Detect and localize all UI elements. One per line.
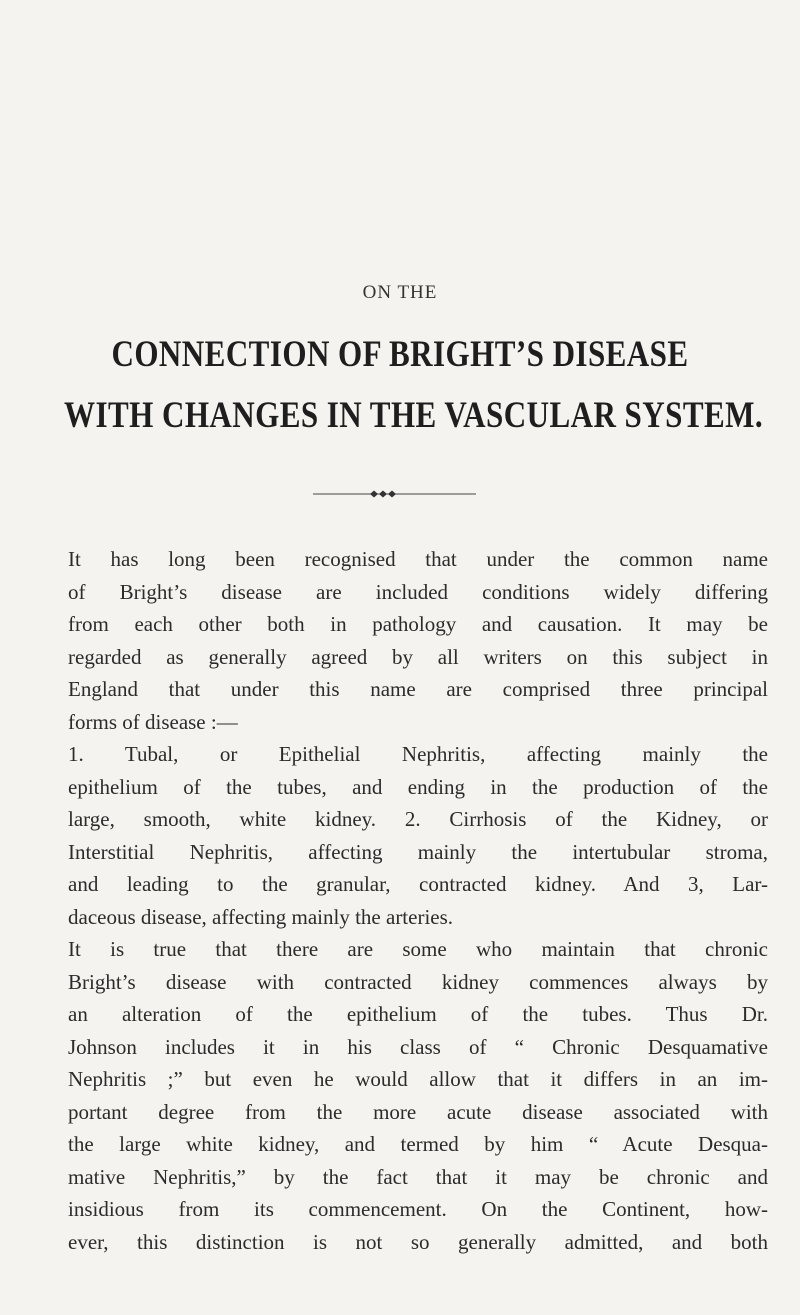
body-line: an alteration of the epithelium of the tubes. Thus Dr. bbox=[68, 1002, 768, 1026]
body-line: the large white kidney, and termed by him “ Acute Desqua- bbox=[68, 1132, 768, 1156]
body-line: It has long been recognised that under the common name bbox=[68, 547, 768, 571]
body-line: regarded as generally agreed by all writers on this subject in bbox=[68, 644, 768, 669]
body-line: 1. Tubal, or Epithelial Nephritis, affecting mainly the bbox=[68, 742, 768, 766]
body-line: forms of disease :— bbox=[68, 709, 238, 734]
body-line: It is true that there are some who maintain that chronic bbox=[68, 937, 768, 961]
title-line-2: WITH CHANGES IN THE VASCULAR SYSTEM. bbox=[64, 395, 764, 436]
body-line: Bright’s disease with contracted kidney commences always by bbox=[68, 969, 768, 994]
heading-kicker: ON THE bbox=[362, 282, 438, 303]
body-line: portant degree from the more acute disease associated with bbox=[68, 1099, 768, 1124]
body-line: from each other both in pathology and causation. It may be bbox=[68, 612, 768, 636]
body-line: insidious from its commencement. On the Continent, how- bbox=[68, 1197, 768, 1221]
body-line: large, smooth, white kidney. 2. Cirrhosis of the Kidney, or bbox=[68, 807, 768, 831]
body-text bbox=[68, 543, 768, 1258]
title-line-1: CONNECTION OF BRIGHT’S DISEASE bbox=[111, 334, 689, 375]
body-line: Interstitial Nephritis, affecting mainly the intertubular stroma, bbox=[68, 839, 768, 864]
body-line: ever, this distinction is not so generally admitted, and both bbox=[68, 1229, 768, 1254]
body-line: England that under this name are comprised three principal bbox=[68, 677, 768, 701]
body-line: Johnson includes it in his class of “ Chronic Desquamative bbox=[68, 1034, 768, 1059]
body-line: mative Nephritis,” by the fact that it may be chronic and bbox=[68, 1164, 768, 1189]
section-divider-ornament bbox=[313, 489, 476, 499]
body-line: and leading to the granular, contracted kidney. And 3, Lar- bbox=[68, 872, 768, 896]
body-line: daceous disease, affecting mainly the arteries. bbox=[68, 904, 454, 929]
body-line: of Bright’s disease are included conditions widely differing bbox=[68, 579, 768, 604]
body-line: epithelium of the tubes, and ending in the production of the bbox=[68, 774, 768, 799]
body-line: Nephritis ;” but even he would allow that it differs in an im- bbox=[68, 1067, 768, 1091]
